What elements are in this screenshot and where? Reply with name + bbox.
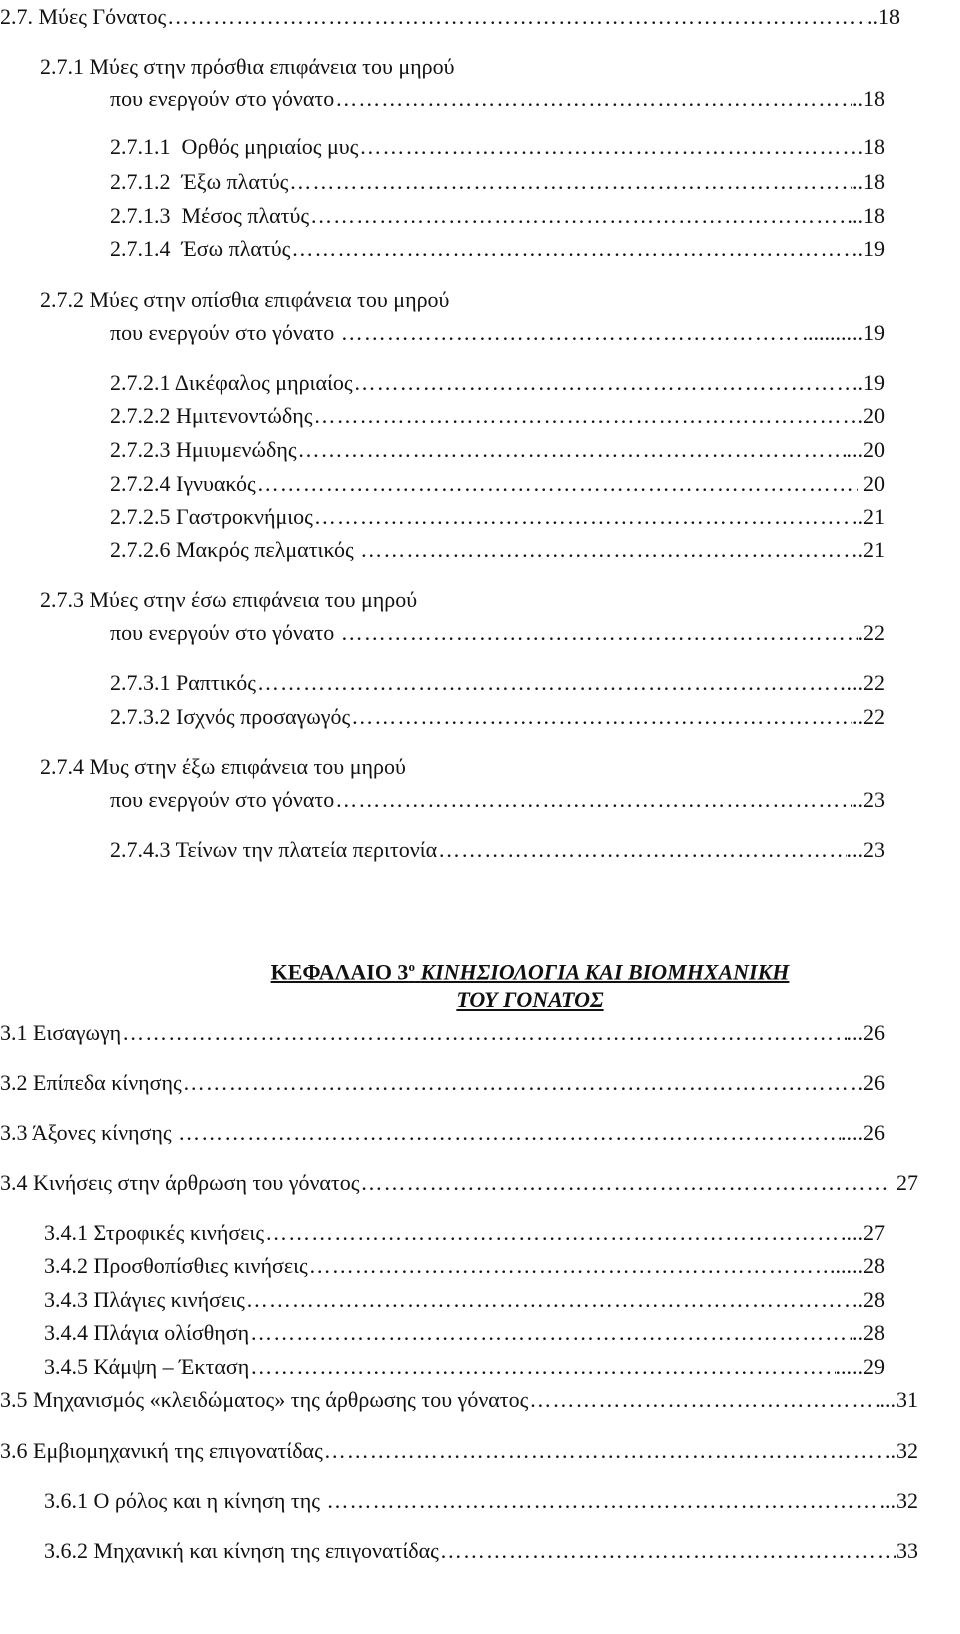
toc-entry-text: 2.7.2.3 Ημιυμενώδης xyxy=(110,437,297,462)
toc-leader xyxy=(437,837,846,863)
toc-entry-text: 3.5 Μηχανισμός «κλειδώματος» της άρθρωσης του γόνατος xyxy=(0,1387,529,1412)
toc-entry-page: ....26 xyxy=(841,1120,885,1145)
toc-entry-2-7-2[interactable] xyxy=(40,287,449,313)
chapter-title-line2: ΤΟΥ ΓΟΝΑΤΟΣ xyxy=(456,987,604,1012)
toc-entry-text: 2.7.1 Μύες στην πρόσθια επιφάνεια του μηρού xyxy=(40,54,455,79)
toc-entry-text: 2.7.1.1 Ορθός μηριαίος μυς xyxy=(110,134,359,159)
toc-entry-2-7-2-4[interactable] xyxy=(110,471,885,497)
toc-entry-3-4-3[interactable] xyxy=(44,1287,885,1313)
toc-leader xyxy=(245,1287,852,1313)
toc-entry-2-7-1-4[interactable] xyxy=(110,236,885,262)
toc-entry-text: 3.1 Εισαγωγη xyxy=(0,1020,122,1045)
toc-leader xyxy=(340,320,803,346)
toc-entry-text: που ενεργούν στο γόνατο xyxy=(110,86,335,111)
chapter-heading-line2 xyxy=(160,985,900,1015)
toc-entry-text: 2.7.1.3 Μέσος πλατύς xyxy=(110,203,310,228)
toc-entry-text: 2.7.2.1 Δικέφαλος μηριαίος xyxy=(110,370,353,395)
toc-entry-3-5[interactable] xyxy=(0,1387,918,1413)
toc-leader xyxy=(528,1387,879,1413)
toc-entry-2-7-1-1[interactable] xyxy=(110,134,885,160)
toc-entry-page: ...23 xyxy=(846,837,885,862)
toc-entry-text: 3.6 Εμβιομηχανική της επιγονατίδας xyxy=(0,1438,323,1463)
toc-entry-text: 3.4.5 Κάμψη – Έκταση xyxy=(44,1354,250,1379)
toc-entry-page: ..18 xyxy=(867,4,900,29)
toc-leader xyxy=(439,1538,896,1564)
toc-entry-text: που ενεργούν στο γόνατο xyxy=(110,320,340,345)
toc-entry-2-7-2-5[interactable] xyxy=(110,504,885,530)
toc-leader xyxy=(358,134,857,160)
toc-entry-3-6-1[interactable] xyxy=(44,1488,918,1514)
toc-entry-page: 20 xyxy=(857,471,885,496)
toc-leader xyxy=(334,787,852,813)
toc-leader xyxy=(340,620,858,646)
toc-leader xyxy=(334,86,852,112)
toc-entry-2-7-1[interactable] xyxy=(40,54,455,80)
toc-leader xyxy=(313,504,852,530)
toc-entry-text: 2.7.2 Μύες στην οπίσθια επιφάνεια του μηρού xyxy=(40,287,450,312)
toc-entry-2-7-3-cont[interactable] xyxy=(110,620,885,646)
toc-entry-page: .20 xyxy=(857,403,885,428)
toc-entry-page: ..21 xyxy=(852,504,885,529)
toc-entry-page: ...22 xyxy=(846,670,885,695)
toc-entry-page: .19 xyxy=(857,236,885,261)
toc-entry-text: 3.3 Άξονες κίνησης xyxy=(0,1120,178,1145)
toc-leader xyxy=(256,471,858,497)
toc-entry-2-7-2-cont[interactable] xyxy=(110,320,885,346)
toc-entry-2-7-1-cont[interactable] xyxy=(110,86,885,112)
toc-entry-page: ..23 xyxy=(852,787,885,812)
toc-entry-page: ..18 xyxy=(852,203,885,228)
toc-entry-text: που ενεργούν στο γόνατο xyxy=(110,787,335,812)
toc-entry-3-3[interactable] xyxy=(0,1120,885,1146)
toc-entry-text: 3.4.2 Προσθοπίσθιες κινήσεις xyxy=(44,1253,308,1278)
toc-entry-2-7-4-cont[interactable] xyxy=(110,787,885,813)
toc-leader xyxy=(325,1488,879,1514)
toc-entry-page: .21 xyxy=(857,537,885,562)
toc-entry-text: 3.4.3 Πλάγιες κινήσεις xyxy=(44,1287,245,1312)
toc-entry-2-7-3[interactable] xyxy=(40,587,417,613)
toc-entry-2-7-2-6[interactable] xyxy=(110,537,885,563)
toc-leader xyxy=(297,437,847,463)
toc-entry-2-7-4-3[interactable] xyxy=(110,837,885,863)
toc-leader xyxy=(256,670,847,696)
toc-entry-2-7-3-1[interactable] xyxy=(110,670,885,696)
toc-leader xyxy=(166,4,867,30)
toc-leader xyxy=(359,537,857,563)
toc-entry-page: .18 xyxy=(857,134,885,159)
toc-leader xyxy=(312,403,857,429)
toc-entry-page: ..19 xyxy=(852,370,885,395)
toc-entry-3-6-2[interactable] xyxy=(44,1538,918,1564)
toc-leader xyxy=(121,1020,846,1046)
toc-entry-text: 2.7.2.4 Ιγνυακός xyxy=(110,471,256,496)
toc-entry-page: ...31 xyxy=(879,1387,918,1412)
toc-entry-text: 3.2 Επίπεδα κίνησης xyxy=(0,1070,182,1095)
toc-leader xyxy=(350,704,852,730)
chapter-ordinal: ο xyxy=(408,959,415,974)
toc-entry-text: 2.7.4 Μυς στην έξω επιφάνεια του μηρού xyxy=(40,754,406,779)
toc-entry-2-7-2-1[interactable] xyxy=(110,370,885,396)
chapter-heading xyxy=(160,952,900,987)
toc-leader xyxy=(360,1170,891,1196)
toc-leader xyxy=(288,169,852,195)
toc-leader xyxy=(308,1253,830,1279)
toc-entry-2-7-2-2[interactable] xyxy=(110,403,885,429)
toc-entry-2-7-2-3[interactable] xyxy=(110,437,885,463)
toc-leader xyxy=(249,1320,852,1346)
chapter-prefix: ΚΕΦΑΛΑΙΟ 3 xyxy=(270,959,409,985)
toc-entry-text: που ενεργούν στο γόνατο xyxy=(110,620,340,645)
toc-entry-2-7-1-3[interactable] xyxy=(110,203,885,229)
toc-entry-page: 33 xyxy=(896,1538,918,1563)
toc-entry-3-6[interactable] xyxy=(0,1438,918,1464)
toc-entry-page: .26 xyxy=(857,1070,885,1095)
toc-entry-page: ..18 xyxy=(852,86,885,111)
toc-entry-page: .22 xyxy=(857,620,885,645)
toc-entry-text: 2.7.2.2 Ημιτενοντώδης xyxy=(110,403,313,428)
toc-leader xyxy=(249,1354,835,1380)
toc-entry-page: 27 xyxy=(890,1170,918,1195)
toc-entry-2-7-1-2[interactable] xyxy=(110,169,885,195)
toc-leader xyxy=(264,1220,846,1246)
toc-leader xyxy=(177,1120,841,1146)
toc-entry-text: 3.4.4 Πλάγια ολίσθηση xyxy=(44,1320,250,1345)
toc-entry-text: 2.7.2.6 Μακρός πελματικός xyxy=(110,537,360,562)
toc-entry-3-4-1[interactable] xyxy=(44,1220,885,1246)
toc-entry-3-4-4[interactable] xyxy=(44,1320,885,1346)
toc-entry-page: ...32 xyxy=(879,1488,918,1513)
toc-entry-page: ..28 xyxy=(852,1287,885,1312)
toc-entry-text: 3.6.2 Μηχανική και κίνηση της επιγονατίδας xyxy=(44,1538,439,1563)
toc-entry-text: 3.4.1 Στροφικές κινήσεις xyxy=(44,1220,265,1245)
toc-entry-text: 2.7.1.4 Έσω πλατύς xyxy=(110,236,291,261)
toc-entry-page: ...27 xyxy=(846,1220,885,1245)
toc-entry-page: ..28 xyxy=(852,1320,885,1345)
toc-entry-page: ..18 xyxy=(852,169,885,194)
toc-entry-page: .....29 xyxy=(835,1354,885,1379)
toc-entry-page: ...........19 xyxy=(802,320,885,345)
toc-entry-page: ...20 xyxy=(846,437,885,462)
toc-entry-page: ...26 xyxy=(846,1020,885,1045)
toc-entry-3-4[interactable] xyxy=(0,1170,918,1196)
toc-leader xyxy=(290,236,857,262)
toc-entry-text: 3.6.1 Ο ρόλος και η κίνηση της xyxy=(44,1488,326,1513)
toc-entry-text: 2.7.4.3 Τείνων την πλατεία περιτονία xyxy=(110,837,438,862)
toc-leader xyxy=(353,370,852,396)
toc-entry-text: 2.7. Μύες Γόνατος xyxy=(0,4,167,29)
toc-entry-2-7-3-2[interactable] xyxy=(110,704,885,730)
toc-entry-text: 2.7.3.2 Ισχνός προσαγωγός xyxy=(110,704,351,729)
toc-entry-text: 3.4 Κινήσεις στην άρθρωση του γόνατος xyxy=(0,1170,360,1195)
toc-entry-3-2[interactable] xyxy=(0,1070,885,1096)
toc-entry-text: 2.7.2.5 Γαστροκνήμιος xyxy=(110,504,313,529)
chapter-title-line1: ΚΙΝΗΣΙΟΛΟΓΙΑ ΚΑΙ ΒΙΟΜΗΧΑΝΙΚΗ xyxy=(420,959,790,985)
toc-entry-3-4-5[interactable] xyxy=(44,1354,885,1380)
toc-entry-2-7-4[interactable] xyxy=(40,754,406,780)
toc-entry-text: 2.7.3 Μύες στην έσω επιφάνεια του μηρού xyxy=(40,587,418,612)
toc-entry-2-7[interactable] xyxy=(0,4,900,30)
toc-entry-page: ..32 xyxy=(885,1438,918,1463)
toc-entry-text: 2.7.1.2 Έξω πλατύς xyxy=(110,169,289,194)
toc-entry-page: ......28 xyxy=(830,1253,885,1278)
toc-entry-3-1[interactable] xyxy=(0,1020,885,1046)
toc-leader xyxy=(323,1438,885,1464)
toc-entry-3-4-2[interactable] xyxy=(44,1253,885,1279)
toc-entry-text: 2.7.3.1 Ραπτικός xyxy=(110,670,256,695)
toc-entry-page: ..22 xyxy=(852,704,885,729)
toc-leader xyxy=(309,203,852,229)
toc-leader xyxy=(182,1070,858,1096)
